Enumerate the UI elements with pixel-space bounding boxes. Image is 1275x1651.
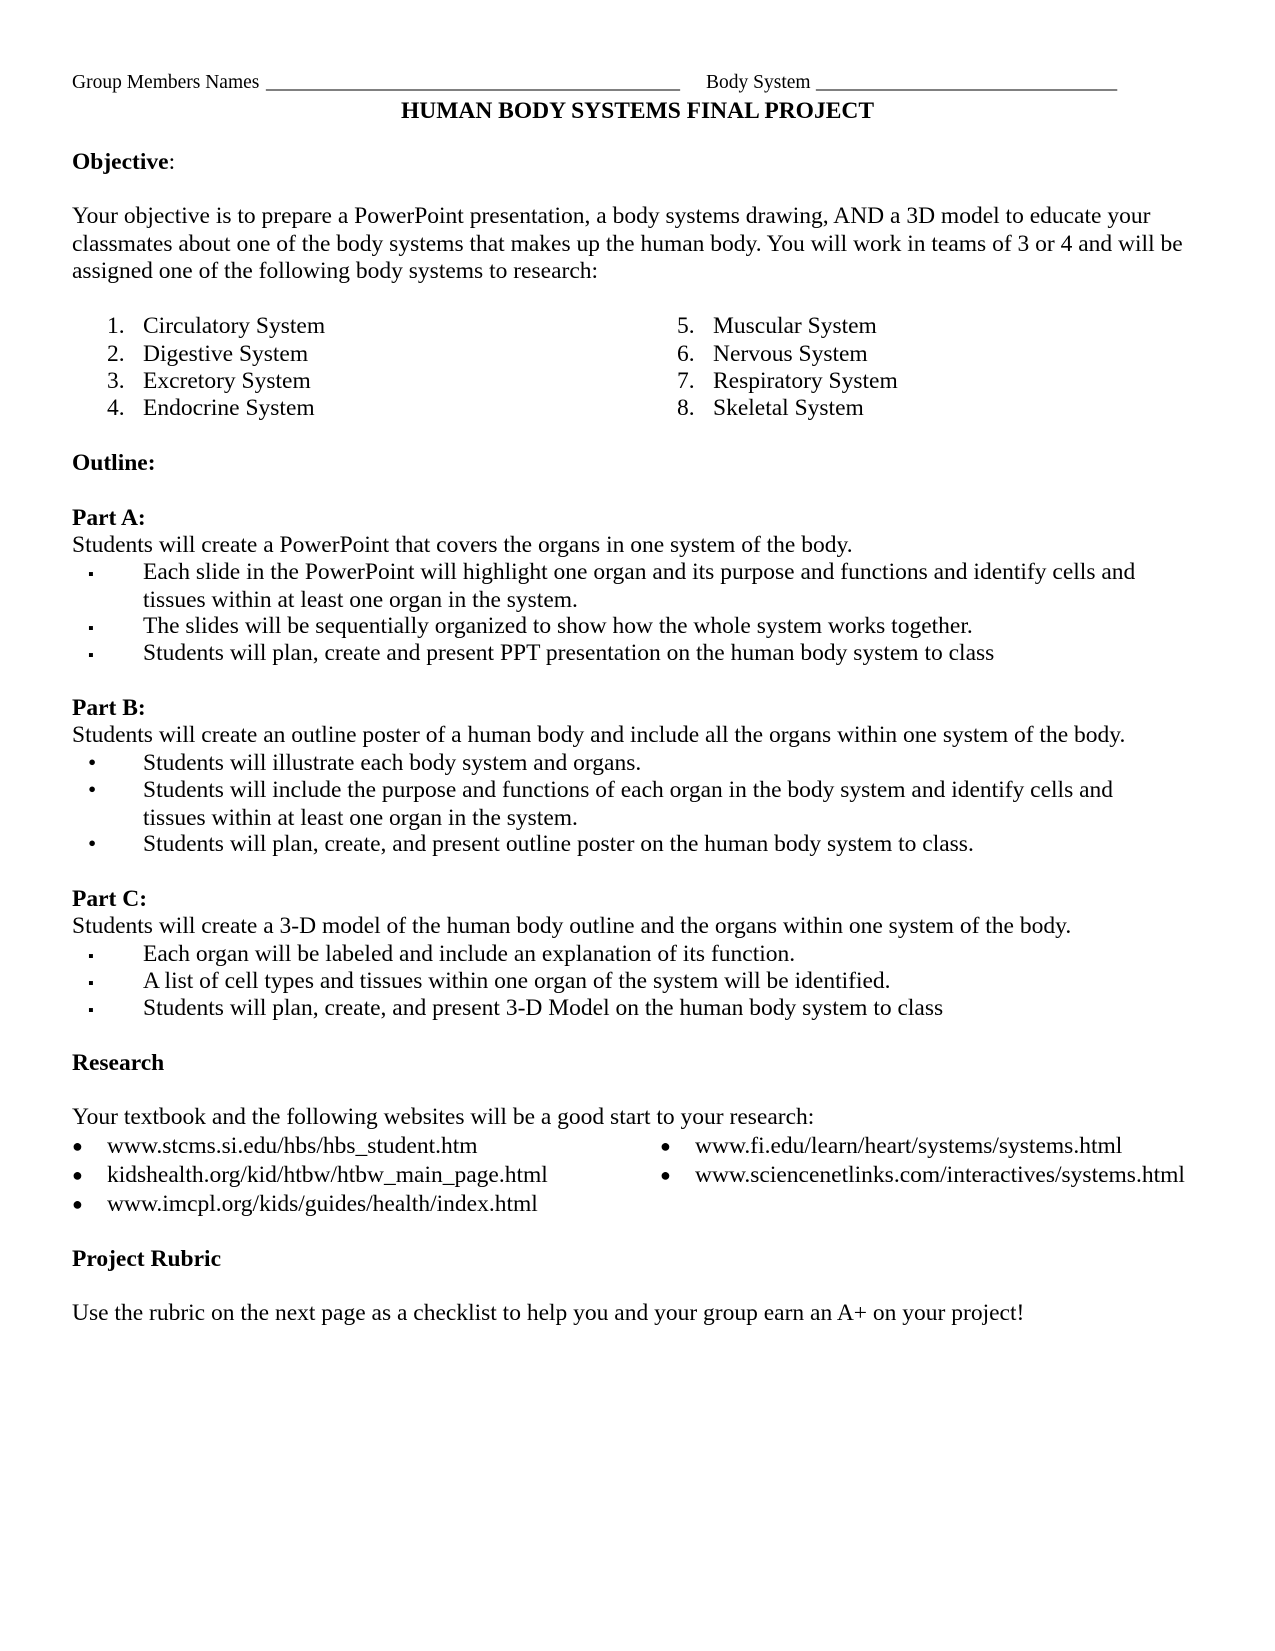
outline-heading: Outline:: [72, 450, 156, 476]
part-b-intro: Students will create an outline poster of a human body and include all the organs within one system of the body.: [72, 722, 1126, 748]
body-system-label: Body System: [706, 72, 811, 93]
bullet-disc-icon: ●: [72, 1194, 83, 1214]
system-label-8: Skeletal System: [713, 395, 864, 421]
part-a-bullet-3: Students will plan, create and present PPT presentation on the human body system to class: [143, 640, 995, 666]
bullet-disc-icon: ●: [72, 1136, 83, 1156]
bullet-dot-icon: •: [88, 750, 97, 776]
system-num-8: 8.: [677, 395, 695, 421]
system-num-3: 3.: [107, 368, 125, 394]
rubric-heading: Project Rubric: [72, 1246, 221, 1272]
research-heading: Research: [72, 1050, 165, 1076]
system-num-7: 7.: [677, 368, 695, 394]
bullet-disc-icon: ●: [660, 1165, 671, 1185]
bullet-square-icon: ▪: [88, 566, 94, 583]
part-a-heading: Part A:: [72, 505, 146, 531]
research-site-4[interactable]: www.fi.edu/learn/heart/systems/systems.html: [695, 1133, 1123, 1159]
objective-colon: :: [168, 149, 176, 175]
research-site-3[interactable]: www.imcpl.org/kids/guides/health/index.html: [107, 1191, 538, 1217]
system-label-3: Excretory System: [143, 368, 311, 394]
part-c-bullet-1: Each organ will be labeled and include an explanation of its function.: [143, 941, 796, 967]
group-members-line: ____________________________________________: [266, 72, 680, 93]
part-a-intro: Students will create a PowerPoint that covers the organs in one system of the body.: [72, 532, 853, 558]
part-b-bullet-1: Students will illustrate each body system and organs.: [143, 750, 642, 776]
part-c-bullet-2: A list of cell types and tissues within one organ of the system will be identified.: [143, 968, 891, 994]
objective-text: Your objective is to prepare a PowerPoint presentation, a body systems drawing, AND a 3D model to educate your classmates about one of the body systems that makes up the human body. You will work in teams of 3 or 4 and will be assigned one of the following body systems to research:: [72, 203, 1183, 284]
bullet-square-icon: ▪: [88, 948, 94, 965]
system-label-5: Muscular System: [713, 313, 877, 339]
body-system-line: ________________________________: [816, 72, 1117, 93]
bullet-square-icon: ▪: [88, 647, 94, 664]
research-site-2[interactable]: kidshealth.org/kid/htbw/htbw_main_page.html: [107, 1162, 548, 1188]
part-c-bullet-3: Students will plan, create, and present 3-D Model on the human body system to class: [143, 995, 944, 1021]
part-a-bullet-2: The slides will be sequentially organized to show how the whole system works together.: [143, 613, 973, 639]
system-num-2: 2.: [107, 341, 125, 367]
system-num-5: 5.: [677, 313, 695, 339]
system-label-6: Nervous System: [713, 341, 868, 367]
research-site-5[interactable]: www.sciencenetlinks.com/interactives/systems.html: [695, 1162, 1185, 1188]
part-c-heading: Part C:: [72, 886, 148, 912]
objective-heading-text: Objective: [72, 149, 169, 175]
part-a-bullet-1: Each slide in the PowerPoint will highlight one organ and its purpose and functions and identify cells and tissues within at least one organ in the system.: [143, 559, 1136, 613]
page-title: HUMAN BODY SYSTEMS FINAL PROJECT: [400, 98, 875, 124]
research-site-1[interactable]: www.stcms.si.edu/hbs/hbs_student.htm: [107, 1133, 478, 1159]
bullet-dot-icon: •: [88, 831, 97, 857]
part-b-heading: Part B:: [72, 695, 146, 721]
part-b-bullet-2: Students will include the purpose and functions of each organ in the body system and identify cells and tissues within at least one organ in the system.: [143, 777, 1114, 831]
system-num-6: 6.: [677, 341, 695, 367]
rubric-text: Use the rubric on the next page as a checklist to help you and your group earn an A+ on your project!: [72, 1300, 1025, 1326]
system-label-1: Circulatory System: [143, 313, 326, 339]
bullet-disc-icon: ●: [660, 1136, 671, 1156]
system-num-4: 4.: [107, 395, 125, 421]
bullet-dot-icon: •: [88, 777, 97, 803]
group-members-label: Group Members Names: [72, 72, 260, 93]
bullet-square-icon: ▪: [88, 975, 94, 992]
research-intro: Your textbook and the following websites will be a good start to your research:: [72, 1104, 815, 1130]
bullet-square-icon: ▪: [88, 620, 94, 637]
objective-heading: [72, 149, 175, 177]
part-c-intro: Students will create a 3-D model of the human body outline and the organs within one system of the body.: [72, 913, 1072, 939]
system-label-7: Respiratory System: [713, 368, 898, 394]
system-num-1: 1.: [107, 313, 125, 339]
system-label-4: Endocrine System: [143, 395, 315, 421]
part-b-bullet-3: Students will plan, create, and present outline poster on the human body system to class.: [143, 831, 974, 857]
bullet-disc-icon: ●: [72, 1165, 83, 1185]
system-label-2: Digestive System: [143, 341, 309, 367]
bullet-square-icon: ▪: [88, 1002, 94, 1019]
